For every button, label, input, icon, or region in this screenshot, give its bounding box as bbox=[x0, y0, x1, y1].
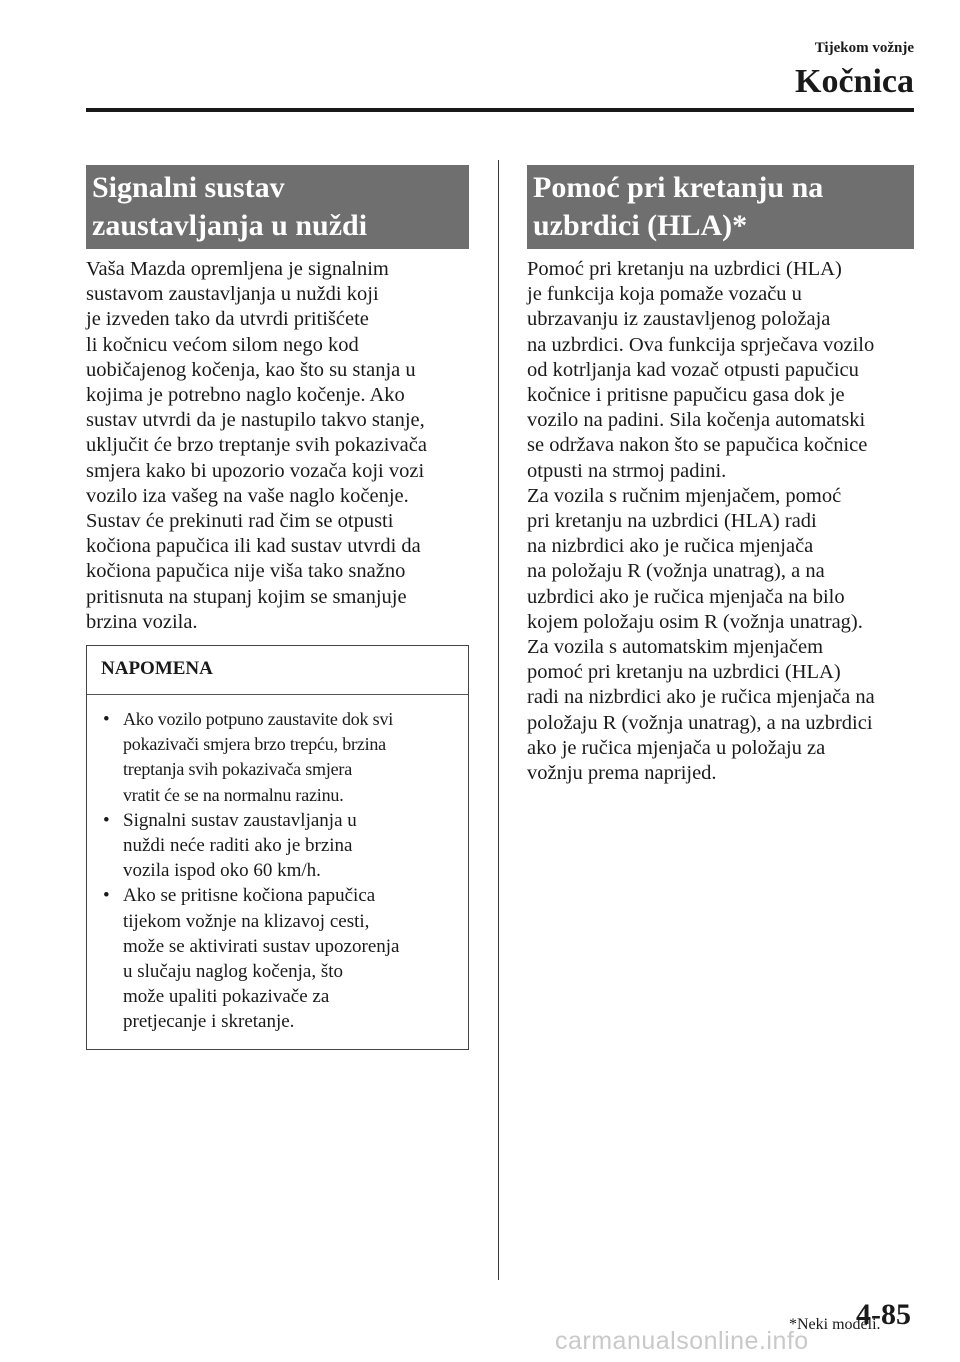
text-line: brzina vozila. bbox=[86, 610, 198, 633]
hla-heading bbox=[527, 165, 914, 249]
heading-line: Pomoć pri kretanju na bbox=[533, 171, 824, 204]
note-item-line: tijekom vožnje na klizavoj cesti, bbox=[123, 910, 370, 932]
emergency-signal-paragraph bbox=[86, 257, 469, 635]
note-item bbox=[99, 883, 456, 1034]
page-title: Kočnica bbox=[795, 63, 914, 100]
note-item-line: treptanja svih pokazivača smjera bbox=[123, 759, 352, 780]
note-item-line: u slučaju naglog kočenja, što bbox=[123, 961, 344, 983]
left-column bbox=[86, 165, 469, 1050]
text-line: ako je ručica mjenjača u položaju za bbox=[527, 736, 826, 759]
text-line: se održava nakon što se papučica kočnice bbox=[527, 434, 868, 457]
text-line: Za vozila s ručnim mjenjačem, pomoć bbox=[527, 484, 842, 507]
note-item bbox=[99, 707, 456, 808]
text-line: od kotrljanja kad vozač otpusti papučicu bbox=[527, 358, 859, 381]
text-line: sustavom zaustavljanja u nuždi koji bbox=[86, 283, 379, 306]
text-line: položaju R (vožnja unatrag), a na uzbrdici bbox=[527, 711, 873, 734]
text-line: na uzbrdici. Ova funkcija sprječava vozilo bbox=[527, 333, 875, 356]
bullet-icon: • bbox=[103, 809, 110, 831]
text-line: radi na nizbrdici ako je ručica mjenjača na bbox=[527, 686, 875, 709]
note-box bbox=[86, 645, 469, 1050]
note-item-line: vozila ispod oko 60 km/h. bbox=[123, 860, 321, 882]
right-column bbox=[527, 165, 914, 786]
text-line: kočiona papučica nije viša tako snažno bbox=[86, 560, 406, 583]
text-line: kočiona papučica ili kad sustav utvrdi da bbox=[86, 535, 421, 558]
footnote: *Neki modeli. bbox=[789, 1316, 881, 1333]
heading-line: uzbrdici (HLA)* bbox=[533, 209, 748, 242]
text-line: Za vozila s automatskim mjenjačem bbox=[527, 636, 824, 659]
text-line: kojem položaju osim R (vožnja unatrag). bbox=[527, 610, 863, 633]
text-line: smjera kako bi upozorio vozača koji vozi bbox=[86, 459, 425, 482]
watermark: carmanualsonline.info bbox=[555, 1327, 809, 1355]
text-line: pritisnuta na stupanj kojim se smanjuje bbox=[86, 585, 407, 608]
note-item-line: vratit će se na normalnu razinu. bbox=[123, 784, 344, 805]
text-line: na nizbrdici ako je ručica mjenjača bbox=[527, 535, 814, 558]
note-item-line: Signalni sustav zaustavljanja u bbox=[123, 809, 357, 831]
text-line: vozilo na padini. Sila kočenja automatski bbox=[527, 409, 866, 432]
note-list bbox=[99, 707, 456, 1035]
heading-line: zaustavljanja u nuždi bbox=[92, 209, 368, 242]
note-item-line: pokazivači smjera brzo trepću, brzina bbox=[123, 734, 386, 755]
text-line: pri kretanju na uzbrdici (HLA) radi bbox=[527, 510, 817, 533]
note-title: NAPOMENA bbox=[101, 658, 213, 680]
running-header-section: Tijekom vožnje bbox=[814, 40, 914, 56]
text-line: na položaju R (vožnja unatrag), a na bbox=[527, 560, 825, 583]
note-item-line: može upaliti pokazivače za bbox=[123, 986, 330, 1008]
text-line: uključit će brzo treptanje svih pokazivača bbox=[86, 434, 427, 457]
note-item-line: može se aktivirati sustav upozorenja bbox=[123, 935, 400, 957]
text-line: kočnice i pritisne papučicu gasa dok je bbox=[527, 384, 845, 407]
bullet-icon: • bbox=[103, 885, 110, 907]
text-line: vožnju prema naprijed. bbox=[527, 762, 717, 785]
note-item-line: Ako vozilo potpuno zaustavite dok svi bbox=[123, 709, 394, 730]
hla-paragraph bbox=[527, 257, 914, 786]
text-line: uzbrdici ako je ručica mjenjača na bilo bbox=[527, 585, 845, 608]
text-line: pomoć pri kretanju na uzbrdici (HLA) bbox=[527, 661, 841, 684]
header-rule bbox=[86, 108, 914, 112]
heading-line: Signalni sustav bbox=[92, 171, 285, 204]
bullet-icon: • bbox=[103, 709, 110, 731]
text-line: Vaša Mazda opremljena je signalnim bbox=[86, 258, 389, 280]
text-line: ubrzavanju iz zaustavljenog položaja bbox=[527, 308, 831, 331]
note-divider bbox=[87, 694, 468, 695]
text-line: je funkcija koja pomaže vozaču u bbox=[527, 283, 802, 306]
text-line: Pomoć pri kretanju na uzbrdici (HLA) bbox=[527, 258, 842, 280]
note-item-line: nuždi neće raditi ako je brzina bbox=[123, 835, 353, 857]
text-line: uobičajenog kočenja, kao što su stanja u bbox=[86, 358, 416, 381]
text-line: vozilo iza vašeg na vaše naglo kočenje. bbox=[86, 484, 409, 507]
page-number: 4-85 bbox=[856, 1298, 911, 1331]
emergency-signal-heading bbox=[86, 165, 469, 249]
text-line: Sustav će prekinuti rad čim se otpusti bbox=[86, 510, 394, 533]
text-line: sustav utvrdi da je nastupilo takvo stanje, bbox=[86, 409, 425, 432]
column-divider bbox=[498, 160, 499, 1280]
note-item-line: Ako se pritisne kočiona papučica bbox=[123, 885, 376, 907]
text-line: otpusti na strmoj padini. bbox=[527, 459, 727, 482]
note-item-line: pretjecanje i skretanje. bbox=[123, 1011, 295, 1033]
note-item bbox=[99, 808, 456, 884]
text-line: kojima je potrebno naglo kočenje. Ako bbox=[86, 384, 405, 407]
text-line: li kočnicu većom silom nego kod bbox=[86, 333, 359, 356]
text-line: je izveden tako da utvrdi pritišćete bbox=[86, 308, 369, 331]
